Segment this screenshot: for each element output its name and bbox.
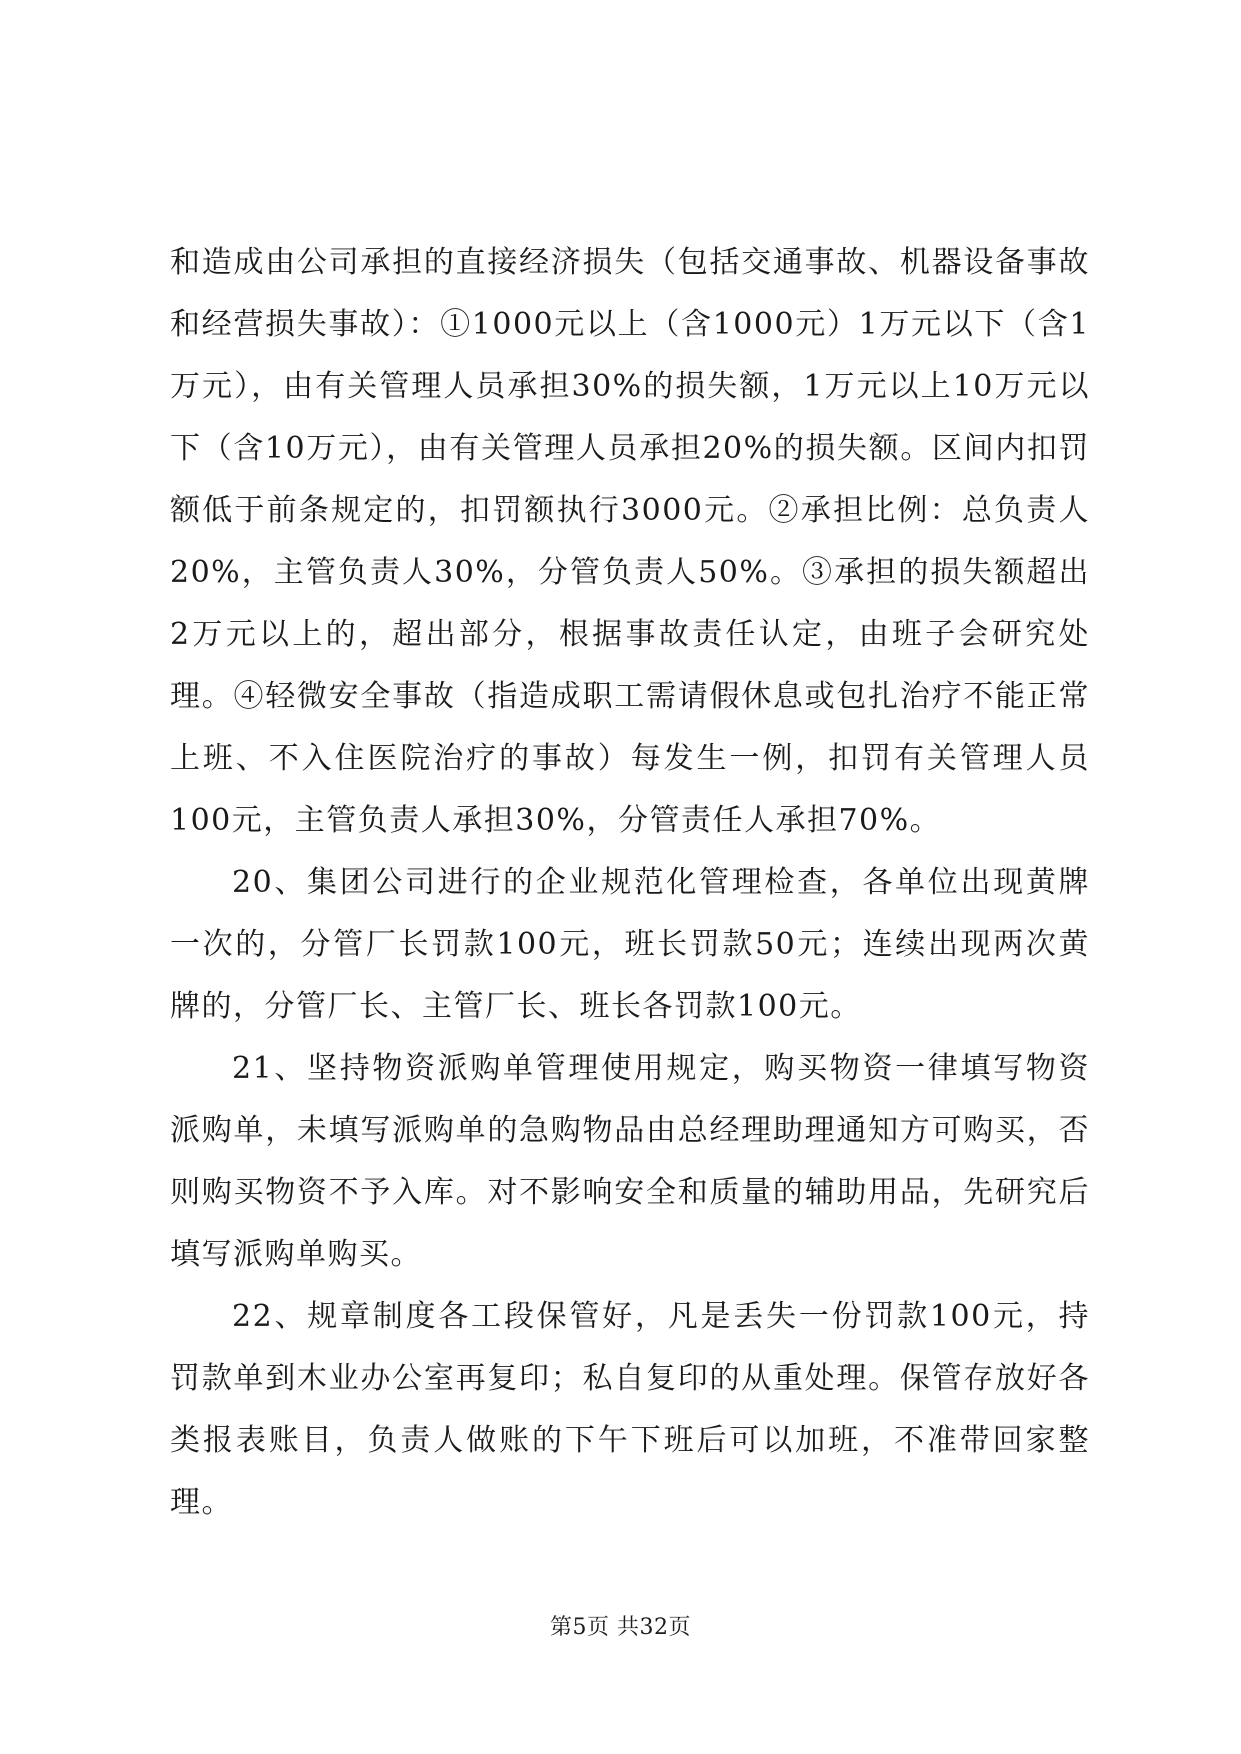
paragraph-item-21: 21、坚持物资派购单管理使用规定，购买物资一律填写物资派购单，未填写派购单的急购物品由总经理助理通知方可购买，否则购买物资不予入库。对不影响安全和质量的辅助用品，先研究后填写派购单购买。 xyxy=(170,1051,1090,1272)
paragraph-item-22: 22、规章制度各工段保管好，凡是丢失一份罚款100元，持罚款单到木业办公室再复印；私自复印的从重处理。保管存放好各类报表账目，负责人做账的下午下班后可以加班，不准带回家整理。 xyxy=(170,1299,1090,1520)
document-body xyxy=(170,232,1090,1534)
paragraph-continued: 和造成由公司承担的直接经济损失（包括交通事故、机器设备事故和经营损失事故）：①1000元以上（含1000元）1万元以下（含1万元），由有关管理人员承担30%的损失额，1万元以上10万元以下（含10万元），由有关管理人员承担20%的损失额。区间内扣罚额低于前条规定的，扣罚额执行3000元。②承担比例：总负责人20%，主管负责人30%，分管负责人50%。③承担的损失额超出2万元以上的，超出部分，根据事故责任认定，由班子会研究处理。④轻微安全事故（指造成职工需请假休息或包扎治疗不能正常上班、不入住医院治疗的事故）每发生一例，扣罚有关管理人员100元，主管负责人承担30%，分管责任人承担70%。 xyxy=(170,245,1090,838)
paragraph-item-20: 20、集团公司进行的企业规范化管理检查，各单位出现黄牌一次的，分管厂长罚款100元，班长罚款50元；连续出现两次黄牌的，分管厂长、主管厂长、班长各罚款100元。 xyxy=(170,865,1090,1024)
page-footer xyxy=(0,1610,1241,1641)
page-number: 第5页 共32页 xyxy=(550,1615,691,1640)
